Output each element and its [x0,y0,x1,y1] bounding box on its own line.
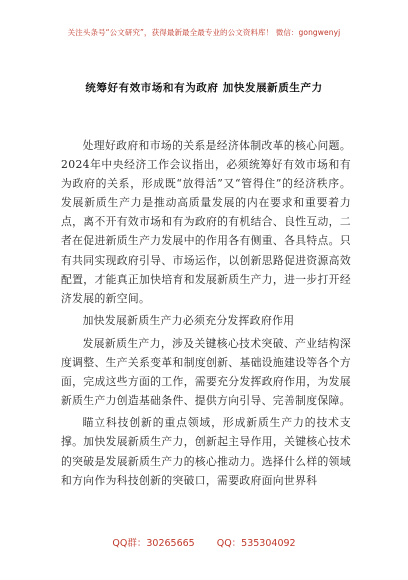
paragraph-tech-innovation: 瞄立科技创新的重点领域，形成新质生产力的技术支撑。加快发展新质生产力，创新起主导作用，关键核心技术的突破是发展新质生产力的核心推动力。选择什么样的领域和方向作为科技创新的突破口，需要政府面向世界科 [61,416,351,487]
footer-qq-group: QQ群：30265665 [112,538,195,549]
paragraph-government-role: 发展新质生产力，涉及关键核心技术突破、产业结构深度调整、生产关系变革和制度创新、基础设施建设等各个方面，完成这些方面的工作，需要充分发挥政府作用，为发展新质生产力创造基础条件、提供方向引导、完善制度保障。 [61,336,351,408]
footer-qq: QQ：535304092 [216,538,296,549]
document-body [61,136,351,493]
document-title: 统筹好有效市场和有为政府 加快发展新质生产力 [85,82,323,94]
section-heading: 加快发展新质生产力必须充分发挥政府作用 [82,313,295,327]
paragraph-intro: 处理好政府和市场的关系是经济体制改革的核心问题。2024年中央经济工作会议指出，必须统筹好有效市场和有为政府的关系，形成既“放得活”又“管得住”的经济秩序。发展新质生产力是推动高质量发展的内在要求和重要着力点，离不开有效市场和有为政府的有机结合、良性互动，二者在促进新质生产力发展中的作用各有侧重、各具特点。只有共同实现政府引导、市场运作，以创新思路促进资源高效配置，才能真正加快培育和发展新质生产力，进一步打开经济发展的新空间。 [61,139,351,305]
header-note: 关注头条号“公文研究”，获得最新最全最专业的公文资料库！ 微信：gongwenyj [67,28,341,37]
footer-contact [0,535,408,549]
